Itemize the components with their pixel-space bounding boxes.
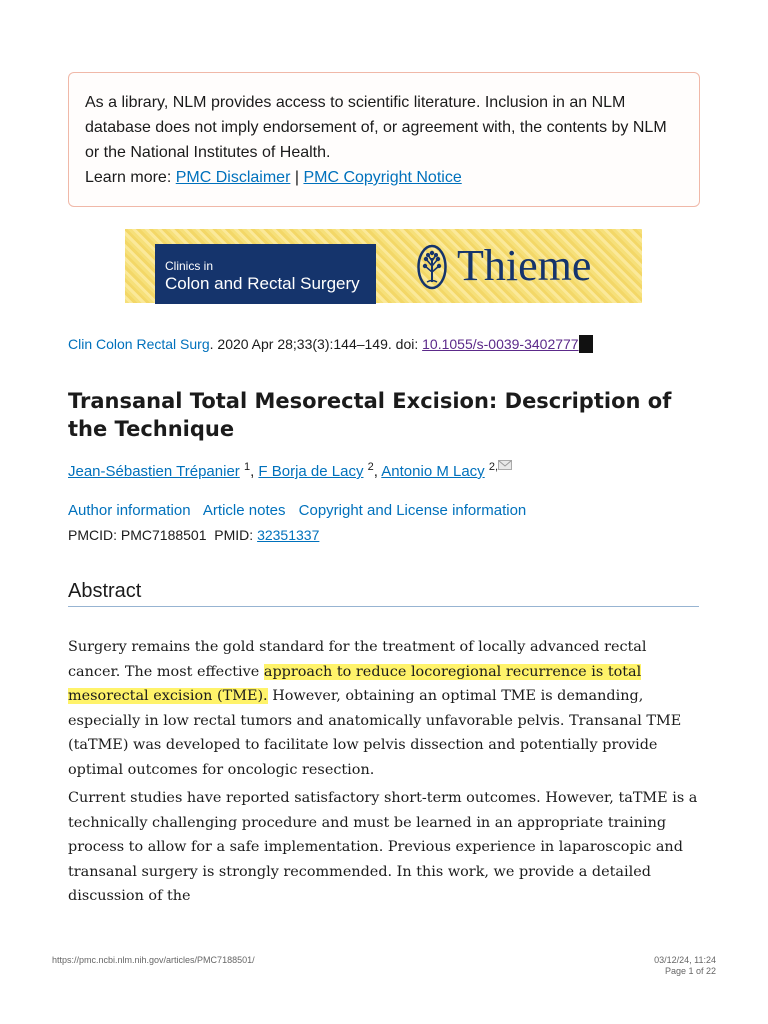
- article-info-links: [68, 500, 535, 522]
- citation-details: . 2020 Apr 28;33(3):144–149. doi:: [209, 336, 423, 352]
- journal-banner[interactable]: [125, 229, 642, 303]
- citation-line: [68, 334, 593, 354]
- nlm-disclaimer-notice: [68, 72, 700, 207]
- author-link[interactable]: F Borja de Lacy: [258, 463, 364, 480]
- abstract-paragraph: Current studies have reported satisfactory short-term outcomes. However, taTME is a technically challenging procedure and must be learned in an appropriate training process to allow for a safe implementation. Previous experience in laparoscopic and transanal surgery is strongly recommended. In this work, we provide a detailed discussion of the: [68, 790, 698, 904]
- article-notes-link[interactable]: Article notes: [202, 502, 286, 519]
- abstract-text: However, obtaining an optimal TME is demanding, especially in low rectal tumors and anatomically unfavorable pelvis. Transanal TME (taTME) was developed to facilitate low pelvis dissection and potentially provide optimal outcomes for oncologic resection.: [68, 688, 682, 778]
- journal-name-small: Clinics in: [165, 259, 214, 273]
- notice-text: As a library, NLM provides access to scientific literature. Inclusion in an NLM database does not imply endorsement of, or agreement with, the contents by NLM or the National Institutes of Health.: [85, 94, 667, 161]
- footer-page-info: [654, 955, 716, 977]
- learn-more-line: [85, 165, 683, 190]
- link-separator: |: [294, 169, 299, 186]
- article-title: Transanal Total Mesorectal Excision: Description of the Technique: [68, 389, 672, 441]
- footer-datetime: 03/12/24, 11:24: [654, 955, 716, 965]
- doi-link[interactable]: 10.1055/s-0039-3402777: [422, 336, 579, 352]
- thieme-tree-icon: [417, 244, 447, 290]
- journal-name-big: Colon and Rectal Surgery: [165, 274, 360, 293]
- abstract-text: Surgery remains the gold standard for the treatment of locally advanced rectal cancer. The most effective: [68, 639, 647, 680]
- pmc-disclaimer-link[interactable]: PMC Disclaimer: [175, 169, 291, 186]
- footer-page-number: Page 1 of 22: [664, 966, 716, 976]
- publisher-name: Thieme: [457, 241, 592, 290]
- copyright-license-link[interactable]: Copyright and License information: [298, 502, 527, 519]
- highlighted-text: approach to reduce locoregional recurrence is total mesorectal excision (TME).: [68, 663, 642, 704]
- author-link[interactable]: Antonio M Lacy: [381, 463, 485, 480]
- author-list: Jean-Sébastien Trépanier $^1$, F Borja de Lacy $^2$, Antonio M Lacy $^{2,}$: [68, 460, 512, 483]
- learn-more-label: Learn more:: [85, 169, 172, 186]
- footer-url: https://pmc.ncbi.nlm.nih.gov/articles/PMC7188501/: [52, 955, 255, 965]
- author-information-link[interactable]: Author information: [68, 502, 191, 519]
- pmid-label: PMID:: [214, 527, 254, 543]
- journal-abbrev[interactable]: Clin Colon Rectal Surg: [68, 336, 210, 352]
- pmc-copyright-link[interactable]: PMC Copyright Notice: [303, 169, 462, 186]
- journal-name-box: [155, 244, 376, 304]
- author-affiliation: 2,: [488, 461, 499, 473]
- envelope-icon[interactable]: [498, 460, 512, 470]
- abstract-heading: Abstract: [68, 578, 699, 607]
- pmid-link[interactable]: 32351337: [257, 527, 320, 543]
- abstract-paragraph: [68, 635, 702, 782]
- author-affiliation: 2: [367, 461, 374, 473]
- pmcid-label: PMCID: PMC7188501: [68, 527, 207, 543]
- external-link-icon[interactable]: [579, 335, 593, 353]
- author-link[interactable]: Jean-Sébastien Trépanier: [68, 463, 240, 480]
- article-identifiers: [68, 525, 319, 545]
- author-affiliation: 1: [243, 461, 251, 473]
